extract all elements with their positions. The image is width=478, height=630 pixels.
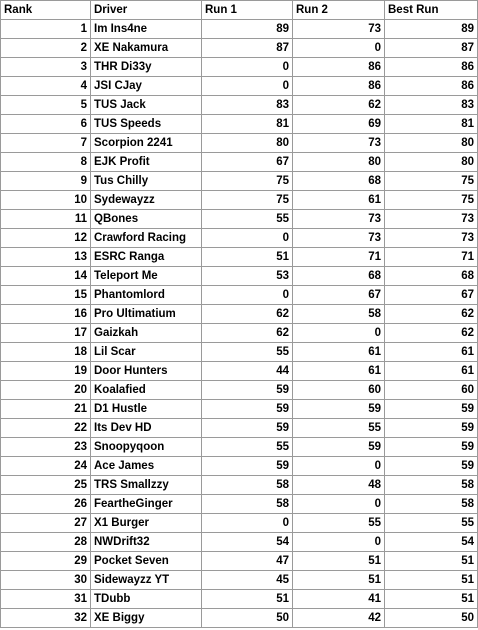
cell-rank: 17: [1, 324, 91, 343]
cell-best-run: 67: [385, 286, 478, 305]
table-row: [1, 305, 478, 324]
cell-run-2: 62: [293, 96, 385, 115]
cell-run-1: 55: [202, 438, 293, 457]
table-row: [1, 590, 478, 609]
cell-driver: Pocket Seven: [91, 552, 202, 571]
cell-rank: 20: [1, 381, 91, 400]
cell-run-1: 55: [202, 210, 293, 229]
cell-best-run: 71: [385, 248, 478, 267]
cell-run-1: 45: [202, 571, 293, 590]
cell-best-run: 55: [385, 514, 478, 533]
cell-run-2: 41: [293, 590, 385, 609]
table-row: [1, 533, 478, 552]
cell-run-1: 89: [202, 20, 293, 39]
cell-run-2: 61: [293, 343, 385, 362]
cell-rank: 3: [1, 58, 91, 77]
cell-rank: 14: [1, 267, 91, 286]
cell-run-2: 73: [293, 210, 385, 229]
header-best-run: Best Run: [385, 1, 478, 20]
cell-run-1: 81: [202, 115, 293, 134]
cell-rank: 31: [1, 590, 91, 609]
cell-run-1: 58: [202, 476, 293, 495]
cell-driver: Sydewayzz: [91, 191, 202, 210]
cell-best-run: 51: [385, 552, 478, 571]
cell-best-run: 54: [385, 533, 478, 552]
cell-driver: XE Biggy: [91, 609, 202, 628]
cell-driver: ESRC Ranga: [91, 248, 202, 267]
cell-rank: 5: [1, 96, 91, 115]
cell-run-2: 0: [293, 457, 385, 476]
table-row: [1, 134, 478, 153]
cell-best-run: 59: [385, 457, 478, 476]
cell-best-run: 83: [385, 96, 478, 115]
table-row: [1, 381, 478, 400]
cell-run-2: 61: [293, 362, 385, 381]
table-row: [1, 362, 478, 381]
cell-best-run: 59: [385, 400, 478, 419]
cell-best-run: 87: [385, 39, 478, 58]
cell-driver: Koalafied: [91, 381, 202, 400]
cell-run-2: 68: [293, 172, 385, 191]
cell-run-1: 59: [202, 457, 293, 476]
table-row: [1, 20, 478, 39]
cell-rank: 27: [1, 514, 91, 533]
cell-run-2: 55: [293, 514, 385, 533]
cell-driver: JSI CJay: [91, 77, 202, 96]
table-row: [1, 438, 478, 457]
table-row: [1, 96, 478, 115]
cell-rank: 4: [1, 77, 91, 96]
cell-driver: Its Dev HD: [91, 419, 202, 438]
cell-rank: 30: [1, 571, 91, 590]
cell-run-1: 51: [202, 248, 293, 267]
cell-run-1: 0: [202, 514, 293, 533]
cell-run-2: 86: [293, 58, 385, 77]
cell-run-2: 61: [293, 191, 385, 210]
table-row: [1, 419, 478, 438]
table-row: [1, 514, 478, 533]
cell-run-1: 51: [202, 590, 293, 609]
cell-rank: 6: [1, 115, 91, 134]
cell-run-2: 0: [293, 495, 385, 514]
cell-run-1: 58: [202, 495, 293, 514]
cell-driver: D1 Hustle: [91, 400, 202, 419]
cell-run-2: 58: [293, 305, 385, 324]
cell-run-2: 48: [293, 476, 385, 495]
cell-best-run: 75: [385, 191, 478, 210]
cell-run-1: 59: [202, 381, 293, 400]
cell-rank: 13: [1, 248, 91, 267]
cell-run-2: 80: [293, 153, 385, 172]
cell-run-2: 73: [293, 134, 385, 153]
table-row: [1, 457, 478, 476]
cell-run-2: 0: [293, 39, 385, 58]
cell-driver: Tus Chilly: [91, 172, 202, 191]
cell-run-1: 0: [202, 58, 293, 77]
cell-run-1: 59: [202, 419, 293, 438]
table-row: [1, 267, 478, 286]
cell-rank: 24: [1, 457, 91, 476]
cell-run-2: 0: [293, 533, 385, 552]
table-row: [1, 324, 478, 343]
cell-best-run: 58: [385, 476, 478, 495]
cell-driver: Crawford Racing: [91, 229, 202, 248]
cell-run-1: 62: [202, 324, 293, 343]
table-row: [1, 191, 478, 210]
cell-driver: XE Nakamura: [91, 39, 202, 58]
cell-rank: 29: [1, 552, 91, 571]
cell-run-2: 71: [293, 248, 385, 267]
cell-run-1: 87: [202, 39, 293, 58]
cell-driver: TRS Smallzzy: [91, 476, 202, 495]
cell-run-1: 50: [202, 609, 293, 628]
cell-rank: 23: [1, 438, 91, 457]
cell-best-run: 75: [385, 172, 478, 191]
cell-rank: 18: [1, 343, 91, 362]
cell-driver: Pro Ultimatium: [91, 305, 202, 324]
table-row: [1, 210, 478, 229]
cell-driver: Scorpion 2241: [91, 134, 202, 153]
cell-run-2: 42: [293, 609, 385, 628]
cell-rank: 15: [1, 286, 91, 305]
header-row: [1, 1, 478, 20]
cell-best-run: 62: [385, 305, 478, 324]
cell-best-run: 58: [385, 495, 478, 514]
cell-best-run: 81: [385, 115, 478, 134]
cell-run-2: 73: [293, 229, 385, 248]
cell-run-1: 83: [202, 96, 293, 115]
table-row: [1, 571, 478, 590]
table-row: [1, 476, 478, 495]
table-row: [1, 286, 478, 305]
cell-run-2: 86: [293, 77, 385, 96]
cell-run-1: 47: [202, 552, 293, 571]
table-row: [1, 77, 478, 96]
table-row: [1, 153, 478, 172]
cell-run-1: 0: [202, 229, 293, 248]
cell-run-2: 68: [293, 267, 385, 286]
cell-driver: X1 Burger: [91, 514, 202, 533]
cell-run-1: 0: [202, 77, 293, 96]
cell-driver: Door Hunters: [91, 362, 202, 381]
cell-driver: TUS Jack: [91, 96, 202, 115]
cell-best-run: 80: [385, 153, 478, 172]
cell-rank: 2: [1, 39, 91, 58]
cell-best-run: 73: [385, 210, 478, 229]
cell-run-1: 75: [202, 191, 293, 210]
cell-best-run: 59: [385, 438, 478, 457]
cell-rank: 25: [1, 476, 91, 495]
cell-rank: 1: [1, 20, 91, 39]
cell-rank: 19: [1, 362, 91, 381]
cell-driver: Ace James: [91, 457, 202, 476]
cell-rank: 22: [1, 419, 91, 438]
cell-run-1: 62: [202, 305, 293, 324]
header-run-2: Run 2: [293, 1, 385, 20]
cell-run-2: 67: [293, 286, 385, 305]
cell-rank: 12: [1, 229, 91, 248]
cell-best-run: 68: [385, 267, 478, 286]
cell-driver: NWDrift32: [91, 533, 202, 552]
table-row: [1, 115, 478, 134]
cell-best-run: 86: [385, 77, 478, 96]
table-row: [1, 172, 478, 191]
cell-driver: Im Ins4ne: [91, 20, 202, 39]
table-row: [1, 552, 478, 571]
table-row: [1, 39, 478, 58]
cell-rank: 26: [1, 495, 91, 514]
cell-driver: EJK Profit: [91, 153, 202, 172]
cell-run-1: 53: [202, 267, 293, 286]
cell-best-run: 61: [385, 343, 478, 362]
cell-rank: 28: [1, 533, 91, 552]
cell-driver: Sidewayzz YT: [91, 571, 202, 590]
cell-best-run: 51: [385, 571, 478, 590]
cell-run-1: 44: [202, 362, 293, 381]
cell-best-run: 86: [385, 58, 478, 77]
header-run-1: Run 1: [202, 1, 293, 20]
cell-run-2: 60: [293, 381, 385, 400]
cell-best-run: 50: [385, 609, 478, 628]
cell-run-2: 51: [293, 552, 385, 571]
cell-best-run: 80: [385, 134, 478, 153]
cell-run-2: 55: [293, 419, 385, 438]
cell-best-run: 62: [385, 324, 478, 343]
cell-best-run: 73: [385, 229, 478, 248]
cell-run-2: 73: [293, 20, 385, 39]
cell-rank: 16: [1, 305, 91, 324]
cell-driver: Phantomlord: [91, 286, 202, 305]
cell-best-run: 60: [385, 381, 478, 400]
table-row: [1, 343, 478, 362]
table-row: [1, 609, 478, 628]
cell-rank: 8: [1, 153, 91, 172]
cell-run-1: 75: [202, 172, 293, 191]
table-row: [1, 248, 478, 267]
cell-driver: Lil Scar: [91, 343, 202, 362]
cell-rank: 21: [1, 400, 91, 419]
cell-driver: Gaizkah: [91, 324, 202, 343]
cell-driver: TUS Speeds: [91, 115, 202, 134]
cell-run-1: 80: [202, 134, 293, 153]
table-row: [1, 400, 478, 419]
cell-rank: 10: [1, 191, 91, 210]
cell-run-1: 67: [202, 153, 293, 172]
cell-run-2: 59: [293, 438, 385, 457]
cell-driver: TDubb: [91, 590, 202, 609]
cell-best-run: 59: [385, 419, 478, 438]
header-driver: Driver: [91, 1, 202, 20]
header-rank: Rank: [1, 1, 91, 20]
cell-rank: 11: [1, 210, 91, 229]
cell-run-2: 51: [293, 571, 385, 590]
cell-run-1: 0: [202, 286, 293, 305]
cell-run-2: 59: [293, 400, 385, 419]
cell-run-1: 54: [202, 533, 293, 552]
cell-run-1: 59: [202, 400, 293, 419]
cell-run-1: 55: [202, 343, 293, 362]
table-row: [1, 495, 478, 514]
cell-best-run: 51: [385, 590, 478, 609]
cell-rank: 7: [1, 134, 91, 153]
cell-rank: 9: [1, 172, 91, 191]
cell-driver: Teleport Me: [91, 267, 202, 286]
cell-driver: THR Di33y: [91, 58, 202, 77]
cell-run-2: 0: [293, 324, 385, 343]
cell-rank: 32: [1, 609, 91, 628]
cell-run-2: 69: [293, 115, 385, 134]
cell-driver: Snoopyqoon: [91, 438, 202, 457]
table-row: [1, 58, 478, 77]
cell-best-run: 61: [385, 362, 478, 381]
table-row: [1, 229, 478, 248]
cell-best-run: 89: [385, 20, 478, 39]
cell-driver: FeartheGinger: [91, 495, 202, 514]
cell-driver: QBones: [91, 210, 202, 229]
